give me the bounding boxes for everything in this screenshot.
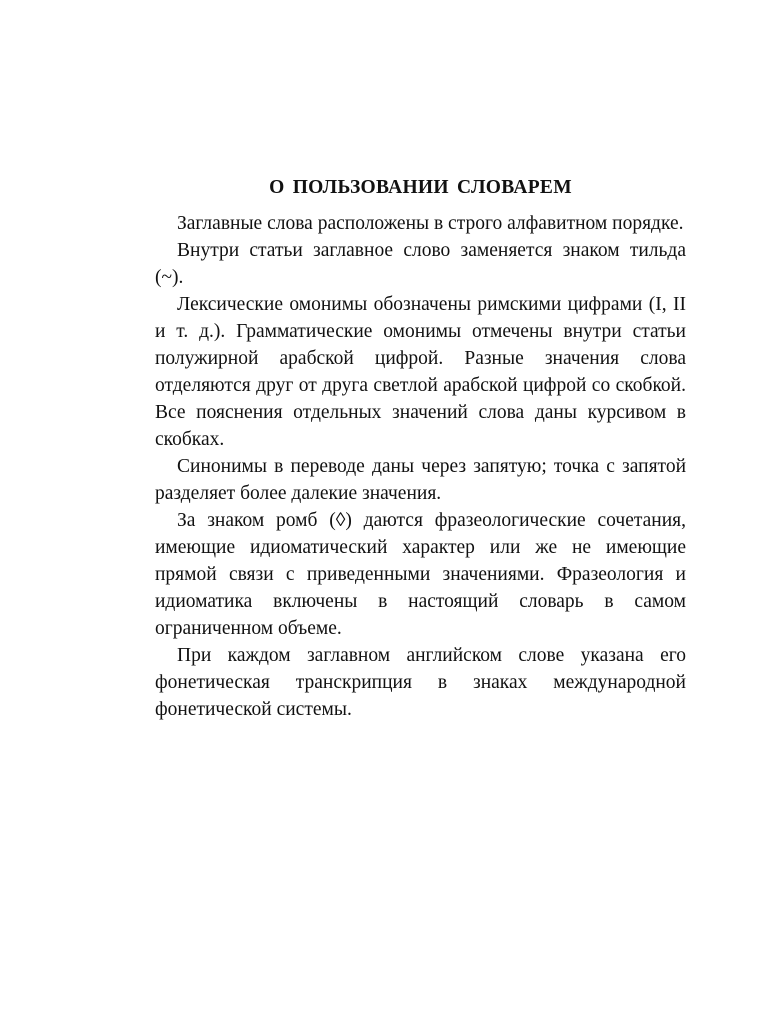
paragraph-phraseology: За знаком ромб (◊) даются фразеологические сочетания, имеющие идиоматический характер или же не имеющие прямой связи с приведенными значениями. Фразеология и идиоматика включены в настоящий словарь в самом ограниченном объеме. (155, 510, 686, 639)
text-body (155, 210, 686, 723)
page-content (155, 174, 686, 723)
paragraph-alphabetical-order: Заглавные слова расположены в строго алфавитном порядке. (177, 213, 684, 234)
paragraph-tilde: Внутри статьи заглавное слово заменяется знаком тильда (~). (155, 240, 686, 288)
page-title: О ПОЛЬЗОВАНИИ СЛОВАРЕМ (269, 177, 572, 198)
paragraph-synonyms: Синонимы в переводе даны через запятую; точка с запятой разделяет более далекие значения. (155, 456, 686, 504)
paragraph-transcription: При каждом заглавном английском слове указана его фонетическая транскрипция в знаках международной фонетической системы. (155, 645, 686, 720)
paragraph-homonyms: Лексические омонимы обозначены римскими цифрами (I, II и т. д.). Грамматические омонимы отмечены внутри статьи полужирной арабской цифрой. Разные значения слова отделяются друг от друга светлой арабской цифрой со скобкой. Все пояснения отдельных значений слова даны курсивом в скобках. (155, 294, 686, 450)
